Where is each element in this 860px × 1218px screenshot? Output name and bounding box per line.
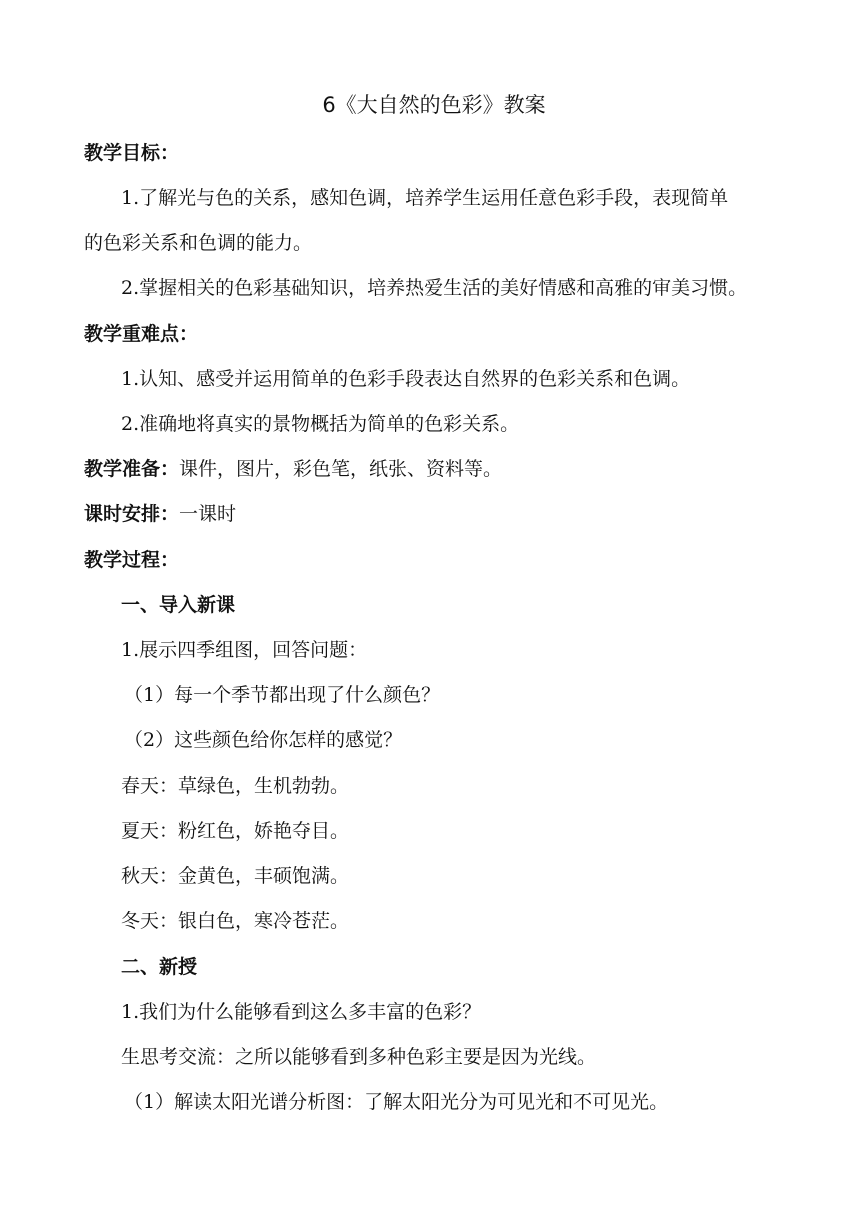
objective-1-line-1: 1.了解光与色的关系，感知色调，培养学生运用任意色彩手段，表现简单 <box>121 187 729 209</box>
preparation-label: 教学准备： <box>84 458 180 480</box>
preparation-value: 课件，图片，彩色笔，纸张、资料等。 <box>179 458 503 480</box>
winter-answer: 冬天：银白色，寒冷苍茫。 <box>121 910 350 932</box>
section-2-item-1: 1.我们为什么能够看到这么多丰富的色彩？ <box>121 1001 482 1023</box>
section-2-heading: 二、新授 <box>121 956 198 978</box>
discussion-line: 生思考交流：之所以能够看到多种色彩主要是因为光线。 <box>121 1046 597 1068</box>
spectrum-analysis: （1）解读太阳光谱分析图：了解太阳光分为可见光和不可见光。 <box>124 1091 669 1113</box>
process-heading: 教学过程： <box>84 549 180 571</box>
objectives-heading: 教学目标： <box>84 142 180 164</box>
schedule-line <box>0 497 860 531</box>
key-points-heading: 教学重难点： <box>84 323 199 345</box>
summer-answer: 夏天：粉红色，娇艳夺目。 <box>121 820 350 842</box>
preparation-line <box>0 452 860 486</box>
schedule-label: 课时安排： <box>84 503 180 525</box>
key-point-2: 2.准确地将真实的景物概括为简单的色彩关系。 <box>121 413 520 435</box>
section-1-heading: 一、导入新课 <box>121 594 236 616</box>
objective-2: 2.掌握相关的色彩基础知识，培养热爱生活的美好情感和高雅的审美习惯。 <box>121 277 748 299</box>
question-2: （2）这些颜色给你怎样的感觉？ <box>124 729 403 751</box>
spring-answer: 春天：草绿色，生机勃勃。 <box>121 775 350 797</box>
page-title: 6《大自然的色彩》教案 <box>322 93 546 117</box>
autumn-answer: 秋天：金黄色，丰硕饱满。 <box>121 865 350 887</box>
objective-1-line-2: 的色彩关系和色调的能力。 <box>84 232 313 254</box>
key-point-1: 1.认知、感受并运用简单的色彩手段表达自然界的色彩关系和色调。 <box>121 368 691 390</box>
section-1-item-1: 1.展示四季组图，回答问题： <box>121 639 368 661</box>
schedule-value: 一课时 <box>179 503 237 525</box>
question-1: （1）每一个季节都出现了什么颜色？ <box>124 684 441 706</box>
